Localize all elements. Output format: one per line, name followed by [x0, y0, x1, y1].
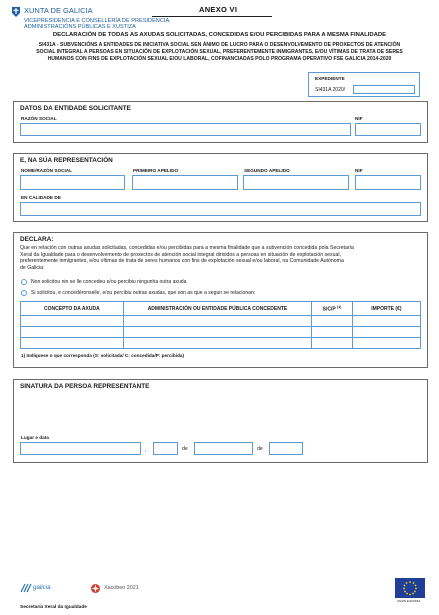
col-concept: CONCEPTO DA AXUDA [21, 302, 124, 316]
year-field[interactable] [269, 442, 303, 455]
place-comma: , [145, 447, 147, 453]
subtitle-line: SI431A - SUBVENCIÓNS A ENTIDADES DE INICIATIVA SOCIAL SEN ÁNIMO DE LUCRO PARA O DESENVOLVEMENTO DE PROXECTOS DE ATENCIÓN [38, 42, 401, 48]
cell-input[interactable] [21, 338, 124, 349]
annex-underline [152, 16, 272, 17]
apelido2-label: SEGUNDO APELIDO [244, 168, 290, 173]
declara-line: Xeral da Igualdade para o desenvolvemento de proxectos de atención social integral dirixidos a persoas en situación de explotación sexual, [20, 251, 341, 258]
declara-section [13, 232, 428, 368]
cell-input[interactable] [123, 316, 312, 327]
galicia-logo-text: galicia [33, 584, 51, 591]
nome-label: NOME/RAZÓN SOCIAL [21, 168, 73, 173]
cell-input[interactable] [123, 327, 312, 338]
apelido1-label: PRIMEIRO APELIDO [133, 168, 179, 173]
form-subtitle [14, 42, 425, 63]
apelido1-field[interactable] [132, 175, 238, 190]
annex-label: ANEXO VI [199, 5, 238, 14]
representative-section-title: E, NA SÚA REPRESENTACIÓN [20, 157, 113, 164]
signature-title: SINATURA DA PERSOA REPRESENTANTE [20, 383, 150, 390]
table-row [21, 316, 421, 327]
place-date-label: Lugar e data [21, 435, 49, 440]
cell-input[interactable] [312, 316, 353, 327]
de-label-1: de [182, 446, 188, 452]
table-row [21, 338, 421, 349]
representative-section [13, 153, 428, 222]
cell-input[interactable] [352, 316, 420, 327]
entity-section-title: DATOS DA ENTIDADE SOLICITANTE [20, 105, 131, 112]
entity-nif-label: NIF [355, 116, 363, 121]
eu-logo [395, 578, 425, 606]
representative-nif-label: NIF [355, 168, 363, 173]
declara-line: de Galicia: [20, 264, 45, 271]
expediente-prefix: SI431A 2020/ [315, 87, 346, 93]
declara-text [20, 245, 424, 271]
col-administration [123, 302, 312, 316]
declara-title: DECLARA: [20, 236, 54, 243]
cell-input[interactable] [123, 338, 312, 349]
xunta-logo [12, 6, 171, 34]
calidade-label: EN CALIDADE DE [21, 195, 61, 200]
secretaria-label: Secretaría Xeral da Igualdade [20, 605, 87, 610]
representative-nif-field[interactable] [355, 175, 421, 190]
aids-table [20, 301, 421, 349]
calidade-field[interactable] [20, 202, 421, 216]
month-field[interactable] [194, 442, 253, 455]
aids-table-header [21, 302, 421, 316]
cell-input[interactable] [312, 338, 353, 349]
option-yes-radio[interactable] [21, 290, 27, 296]
galicia-mark-icon [20, 583, 32, 593]
col-scp-note: (1) [336, 304, 342, 309]
xacobeo-logo-text: Xacobeo 2021 [104, 585, 139, 591]
subtitle-line: SOCIAL INTEGRAL A PERSOAS EN SITUACIÓN DE EXPLOTACIÓN SEXUAL, PREFERENTEMENTE INMIGRANTES, E/OU VÍTIMAS DE TRATA DE SERES [36, 49, 403, 55]
org-sub-2: ADMINISTRACIÓNS PÚBLICAS E XUSTIZA [24, 24, 136, 30]
col-scp-label: S/C/P [322, 306, 336, 313]
cell-input[interactable] [312, 327, 353, 338]
place-field[interactable] [20, 442, 141, 455]
razon-social-field[interactable] [20, 123, 351, 136]
declara-line: preferentemente inmigrantes, e/ou vítimas de trata de seres humanos con fins de explotación sexual e/ou laboral, na Comunidade Autónoma [20, 258, 344, 265]
razon-social-label: RAZÓN SOCIAL [21, 116, 57, 121]
entity-nif-field[interactable] [355, 123, 421, 136]
xacobeo-logo [90, 583, 160, 595]
eu-flag-icon [395, 578, 425, 598]
xacobeo-star-icon [90, 583, 101, 594]
nome-field[interactable] [20, 175, 125, 190]
cell-input[interactable] [352, 327, 420, 338]
cell-input[interactable] [21, 327, 124, 338]
form-title: DECLARACIÓN DE TODAS AS AXUDAS SOLICITADAS, CONCEDIDAS E/OU PERCIBIDAS PARA A MESMA FINALIDADE [52, 32, 387, 38]
org-name: XUNTA DE GALICIA [24, 6, 93, 15]
expediente-label: EXPEDIENTE [315, 76, 345, 81]
expediente-number-field[interactable] [353, 85, 415, 94]
apelido2-field[interactable] [243, 175, 349, 190]
col-scp [312, 302, 353, 316]
galicia-logo [20, 583, 60, 595]
declara-line: Que en relación con outras axudas solicitadas, concedidas e/ou percibidas para a mesma finalidade que a subvención concedida pola Secretaría [20, 245, 354, 251]
de-label-2: de [257, 446, 263, 452]
table-row [21, 327, 421, 338]
cell-input[interactable] [21, 316, 124, 327]
table-footnote: 1) Indíquese o que corresponda (S: solicitada/ C: concedida/P: percibida) [21, 353, 185, 358]
org-sub-1: VICEPRESIDENCIA E CONSELLERÍA DE PRESIDENCIA, [24, 18, 171, 24]
cell-input[interactable] [352, 338, 420, 349]
day-field[interactable] [153, 442, 178, 455]
entity-section [13, 101, 428, 143]
col-administration-label: ADMINISTRACIÓN OU ENTIDADE PÚBLICA CONCEDENTE [147, 305, 288, 312]
option-none-radio[interactable] [21, 279, 27, 285]
xunta-coat-icon [12, 7, 20, 17]
subtitle-line: HUMANOS CON FINS DE EXPLOTACIÓN SEXUAL E/OU LABORAL, COFINANCIADAS POLO PROGRAMA OPERATIVO FSE GALICIA 2014-2020 [47, 56, 392, 62]
eu-caption: UNIÓN EUROPEA [397, 599, 421, 603]
expediente-box [308, 72, 420, 97]
signature-section [13, 379, 428, 463]
option-none-label: Non solicitou nin se lle concedeu e/ou percibiu ningunha outra axuda [31, 279, 187, 285]
col-amount: IMPORTE (€) [352, 302, 420, 316]
option-yes-label: Si solicitou, e concedéronselle, e/ou percibiu outras axudas, que son as que a seguir se relacionan: [31, 290, 256, 296]
